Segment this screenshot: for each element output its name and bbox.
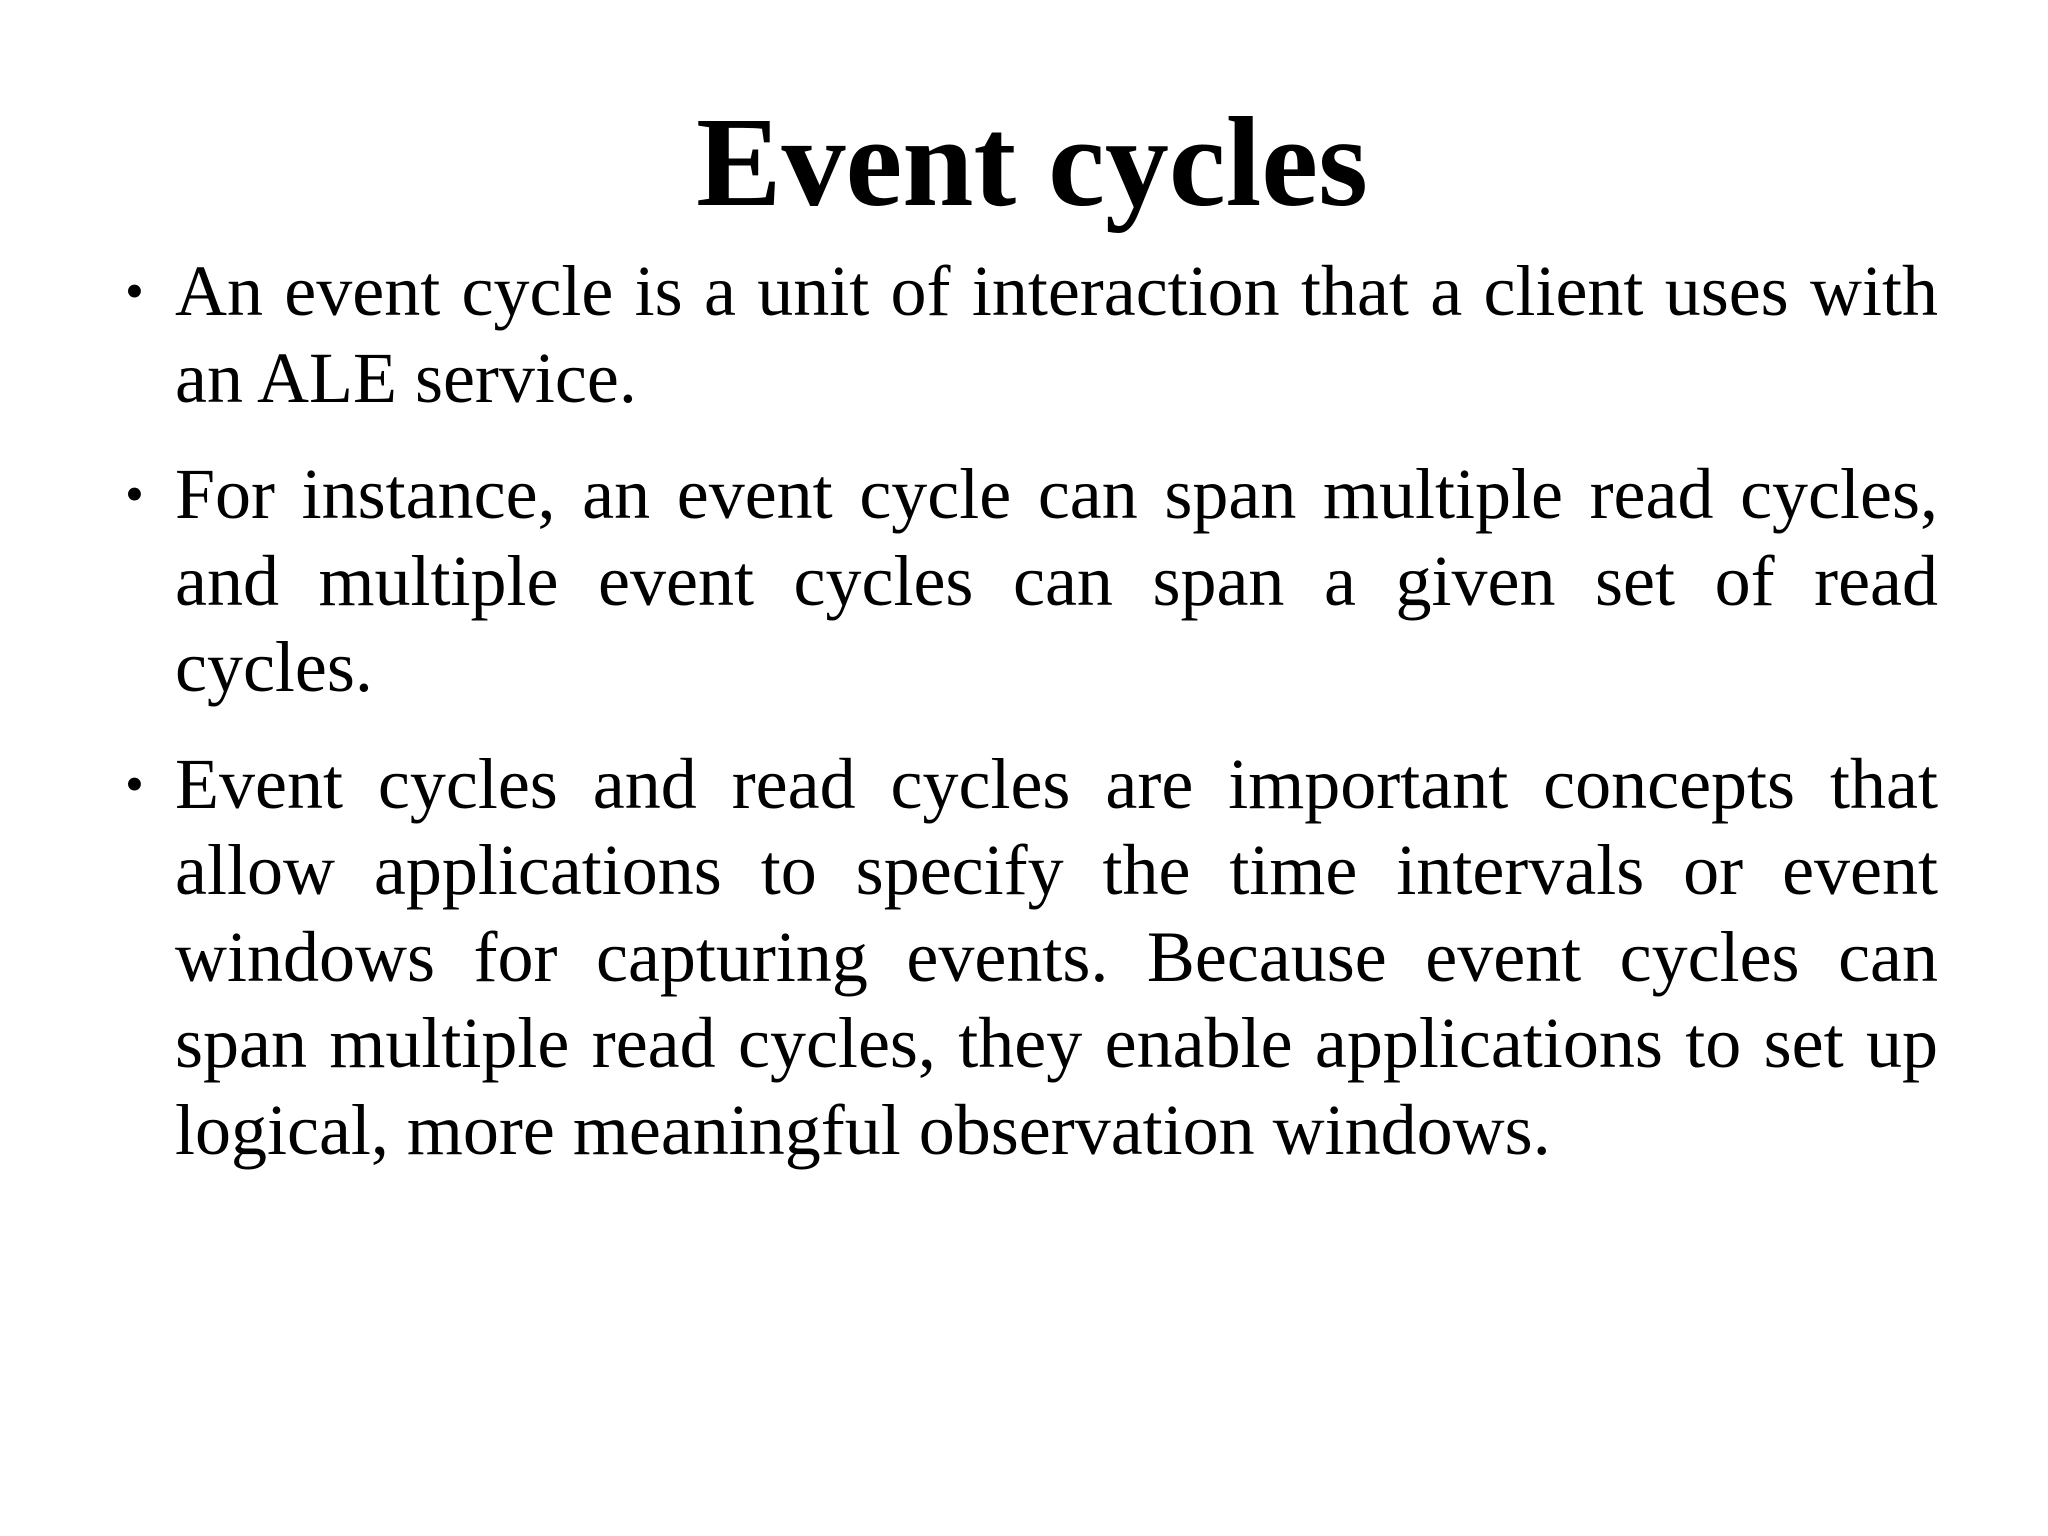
bullet-dot-icon: •: [125, 464, 144, 524]
bullet-list: [125, 248, 1938, 1203]
bullet-item: [125, 741, 1938, 1174]
bullet-dot-icon: •: [125, 753, 144, 814]
slide-title: Event cycles: [696, 91, 1368, 233]
bullet-item: [125, 451, 1938, 711]
bullet-text: An event cycle is a unit of interaction that a client uses with an ALE service.: [175, 251, 1938, 418]
bullet-dot-icon: •: [125, 261, 144, 321]
bullet-text: For instance, an event cycle can span multiple read cycles, and multiple event cycles can span a given set of read cycles.: [175, 454, 1938, 707]
bullet-item: [125, 248, 1938, 421]
bullet-text: Event cycles and read cycles are important concepts that allow applications to specify the time intervals or event windows for capturing events. Because event cycles can span multiple read cycles, they enable applications to set up logical, more meaningful observation windows.: [175, 743, 1938, 1170]
